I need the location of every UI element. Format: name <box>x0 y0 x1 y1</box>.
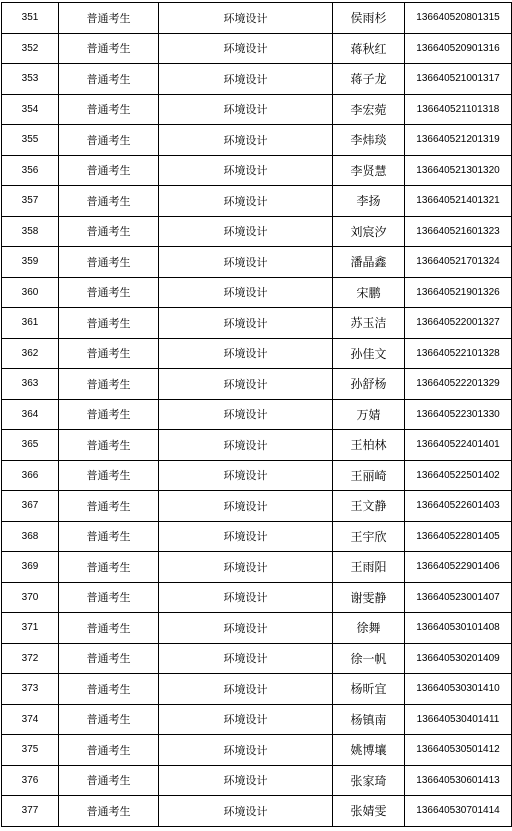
major-cell: 环境设计 <box>159 125 333 156</box>
major-cell: 环境设计 <box>159 94 333 125</box>
exam-id-cell: 136640522901406 <box>405 552 512 583</box>
row-number-cell: 365 <box>2 430 59 461</box>
candidate-name-cell: 张家琦 <box>333 765 405 796</box>
major-cell: 环境设计 <box>159 64 333 95</box>
candidate-name-cell: 徐一帆 <box>333 643 405 674</box>
candidate-type-cell: 普通考生 <box>59 399 159 430</box>
major-cell: 环境设计 <box>159 643 333 674</box>
exam-id-cell: 136640521001317 <box>405 64 512 95</box>
candidate-name-cell: 杨镇南 <box>333 704 405 735</box>
row-number-cell: 352 <box>2 33 59 64</box>
exam-id-cell: 136640521101318 <box>405 94 512 125</box>
candidate-name-cell: 苏玉洁 <box>333 308 405 339</box>
candidate-name-cell: 王柏林 <box>333 430 405 461</box>
table-row <box>2 247 512 278</box>
major-cell: 环境设计 <box>159 582 333 613</box>
major-cell: 环境设计 <box>159 33 333 64</box>
candidate-name-cell: 万婧 <box>333 399 405 430</box>
table-row <box>2 277 512 308</box>
candidate-type-cell: 普通考生 <box>59 125 159 156</box>
candidate-table-body <box>2 3 512 827</box>
candidate-type-cell: 普通考生 <box>59 308 159 339</box>
candidate-type-cell: 普通考生 <box>59 338 159 369</box>
candidate-type-cell: 普通考生 <box>59 155 159 186</box>
major-cell: 环境设计 <box>159 338 333 369</box>
exam-id-cell: 136640522401401 <box>405 430 512 461</box>
table-row <box>2 125 512 156</box>
table-row <box>2 430 512 461</box>
exam-id-cell: 136640521701324 <box>405 247 512 278</box>
table-row <box>2 704 512 735</box>
candidate-type-cell: 普通考生 <box>59 94 159 125</box>
major-cell: 环境设计 <box>159 216 333 247</box>
candidate-type-cell: 普通考生 <box>59 247 159 278</box>
major-cell: 环境设计 <box>159 704 333 735</box>
major-cell: 环境设计 <box>159 460 333 491</box>
candidate-type-cell: 普通考生 <box>59 460 159 491</box>
exam-id-cell: 136640530501412 <box>405 735 512 766</box>
exam-id-cell: 136640522501402 <box>405 460 512 491</box>
candidate-name-cell: 潘晶鑫 <box>333 247 405 278</box>
candidate-name-cell: 宋鹏 <box>333 277 405 308</box>
table-row <box>2 521 512 552</box>
row-number-cell: 362 <box>2 338 59 369</box>
exam-id-cell: 136640521201319 <box>405 125 512 156</box>
row-number-cell: 375 <box>2 735 59 766</box>
major-cell: 环境设计 <box>159 765 333 796</box>
candidate-name-cell: 侯雨杉 <box>333 3 405 34</box>
row-number-cell: 355 <box>2 125 59 156</box>
candidate-name-cell: 徐舞 <box>333 613 405 644</box>
exam-id-cell: 136640523001407 <box>405 582 512 613</box>
candidate-name-cell: 王宇欣 <box>333 521 405 552</box>
major-cell: 环境设计 <box>159 430 333 461</box>
row-number-cell: 377 <box>2 796 59 827</box>
table-row <box>2 186 512 217</box>
table-row <box>2 613 512 644</box>
row-number-cell: 356 <box>2 155 59 186</box>
row-number-cell: 370 <box>2 582 59 613</box>
candidate-name-cell: 王文静 <box>333 491 405 522</box>
table-row <box>2 94 512 125</box>
candidate-type-cell: 普通考生 <box>59 521 159 552</box>
table-row <box>2 765 512 796</box>
row-number-cell: 358 <box>2 216 59 247</box>
row-number-cell: 363 <box>2 369 59 400</box>
candidate-name-cell: 孙佳文 <box>333 338 405 369</box>
exam-id-cell: 136640522001327 <box>405 308 512 339</box>
candidate-name-cell: 王丽崎 <box>333 460 405 491</box>
table-row <box>2 33 512 64</box>
major-cell: 环境设计 <box>159 613 333 644</box>
candidate-type-cell: 普通考生 <box>59 33 159 64</box>
candidate-type-cell: 普通考生 <box>59 491 159 522</box>
major-cell: 环境设计 <box>159 491 333 522</box>
row-number-cell: 369 <box>2 552 59 583</box>
major-cell: 环境设计 <box>159 796 333 827</box>
row-number-cell: 374 <box>2 704 59 735</box>
candidate-type-cell: 普通考生 <box>59 430 159 461</box>
major-cell: 环境设计 <box>159 552 333 583</box>
row-number-cell: 368 <box>2 521 59 552</box>
table-row <box>2 796 512 827</box>
exam-id-cell: 136640522101328 <box>405 338 512 369</box>
candidate-type-cell: 普通考生 <box>59 613 159 644</box>
major-cell: 环境设计 <box>159 521 333 552</box>
exam-id-cell: 136640521601323 <box>405 216 512 247</box>
candidate-type-cell: 普通考生 <box>59 186 159 217</box>
table-row <box>2 308 512 339</box>
row-number-cell: 359 <box>2 247 59 278</box>
row-number-cell: 371 <box>2 613 59 644</box>
row-number-cell: 360 <box>2 277 59 308</box>
candidate-type-cell: 普通考生 <box>59 704 159 735</box>
exam-id-cell: 136640521301320 <box>405 155 512 186</box>
major-cell: 环境设计 <box>159 399 333 430</box>
exam-id-cell: 136640530201409 <box>405 643 512 674</box>
candidate-name-cell: 杨昕宜 <box>333 674 405 705</box>
major-cell: 环境设计 <box>159 186 333 217</box>
row-number-cell: 353 <box>2 64 59 95</box>
candidate-type-cell: 普通考生 <box>59 216 159 247</box>
candidate-type-cell: 普通考生 <box>59 643 159 674</box>
exam-id-cell: 136640530601413 <box>405 765 512 796</box>
candidate-name-cell: 姚博壤 <box>333 735 405 766</box>
table-row <box>2 643 512 674</box>
exam-id-cell: 136640530401411 <box>405 704 512 735</box>
exam-id-cell: 136640521401321 <box>405 186 512 217</box>
table-row <box>2 582 512 613</box>
exam-id-cell: 136640530101408 <box>405 613 512 644</box>
table-row <box>2 369 512 400</box>
row-number-cell: 351 <box>2 3 59 34</box>
table-row <box>2 491 512 522</box>
candidate-type-cell: 普通考生 <box>59 796 159 827</box>
row-number-cell: 361 <box>2 308 59 339</box>
table-row <box>2 399 512 430</box>
exam-id-cell: 136640521901326 <box>405 277 512 308</box>
candidate-name-cell: 王雨阳 <box>333 552 405 583</box>
row-number-cell: 367 <box>2 491 59 522</box>
candidate-type-cell: 普通考生 <box>59 3 159 34</box>
candidate-name-cell: 刘宸汐 <box>333 216 405 247</box>
row-number-cell: 354 <box>2 94 59 125</box>
candidate-type-cell: 普通考生 <box>59 369 159 400</box>
exam-id-cell: 136640522601403 <box>405 491 512 522</box>
row-number-cell: 364 <box>2 399 59 430</box>
candidate-name-cell: 李炜琰 <box>333 125 405 156</box>
candidate-type-cell: 普通考生 <box>59 765 159 796</box>
candidate-table <box>1 2 512 827</box>
candidate-type-cell: 普通考生 <box>59 552 159 583</box>
candidate-name-cell: 张婧雯 <box>333 796 405 827</box>
table-row <box>2 216 512 247</box>
candidate-name-cell: 李扬 <box>333 186 405 217</box>
exam-id-cell: 136640520801315 <box>405 3 512 34</box>
candidate-type-cell: 普通考生 <box>59 735 159 766</box>
table-row <box>2 460 512 491</box>
candidate-type-cell: 普通考生 <box>59 582 159 613</box>
major-cell: 环境设计 <box>159 735 333 766</box>
candidate-name-cell: 李贤慧 <box>333 155 405 186</box>
exam-id-cell: 136640530701414 <box>405 796 512 827</box>
table-row <box>2 3 512 34</box>
exam-id-cell: 136640522301330 <box>405 399 512 430</box>
table-row <box>2 552 512 583</box>
table-row <box>2 64 512 95</box>
candidate-name-cell: 蒋子龙 <box>333 64 405 95</box>
candidate-type-cell: 普通考生 <box>59 64 159 95</box>
candidate-type-cell: 普通考生 <box>59 277 159 308</box>
major-cell: 环境设计 <box>159 308 333 339</box>
candidate-name-cell: 李宏菀 <box>333 94 405 125</box>
row-number-cell: 373 <box>2 674 59 705</box>
row-number-cell: 366 <box>2 460 59 491</box>
table-row <box>2 735 512 766</box>
major-cell: 环境设计 <box>159 3 333 34</box>
exam-id-cell: 136640522801405 <box>405 521 512 552</box>
exam-id-cell: 136640522201329 <box>405 369 512 400</box>
exam-id-cell: 136640530301410 <box>405 674 512 705</box>
candidate-name-cell: 蒋秋红 <box>333 33 405 64</box>
major-cell: 环境设计 <box>159 674 333 705</box>
candidate-type-cell: 普通考生 <box>59 674 159 705</box>
major-cell: 环境设计 <box>159 369 333 400</box>
major-cell: 环境设计 <box>159 247 333 278</box>
row-number-cell: 376 <box>2 765 59 796</box>
major-cell: 环境设计 <box>159 277 333 308</box>
table-row <box>2 338 512 369</box>
candidate-name-cell: 谢雯静 <box>333 582 405 613</box>
row-number-cell: 357 <box>2 186 59 217</box>
table-row <box>2 155 512 186</box>
exam-id-cell: 136640520901316 <box>405 33 512 64</box>
row-number-cell: 372 <box>2 643 59 674</box>
major-cell: 环境设计 <box>159 155 333 186</box>
table-row <box>2 674 512 705</box>
candidate-name-cell: 孙舒杨 <box>333 369 405 400</box>
